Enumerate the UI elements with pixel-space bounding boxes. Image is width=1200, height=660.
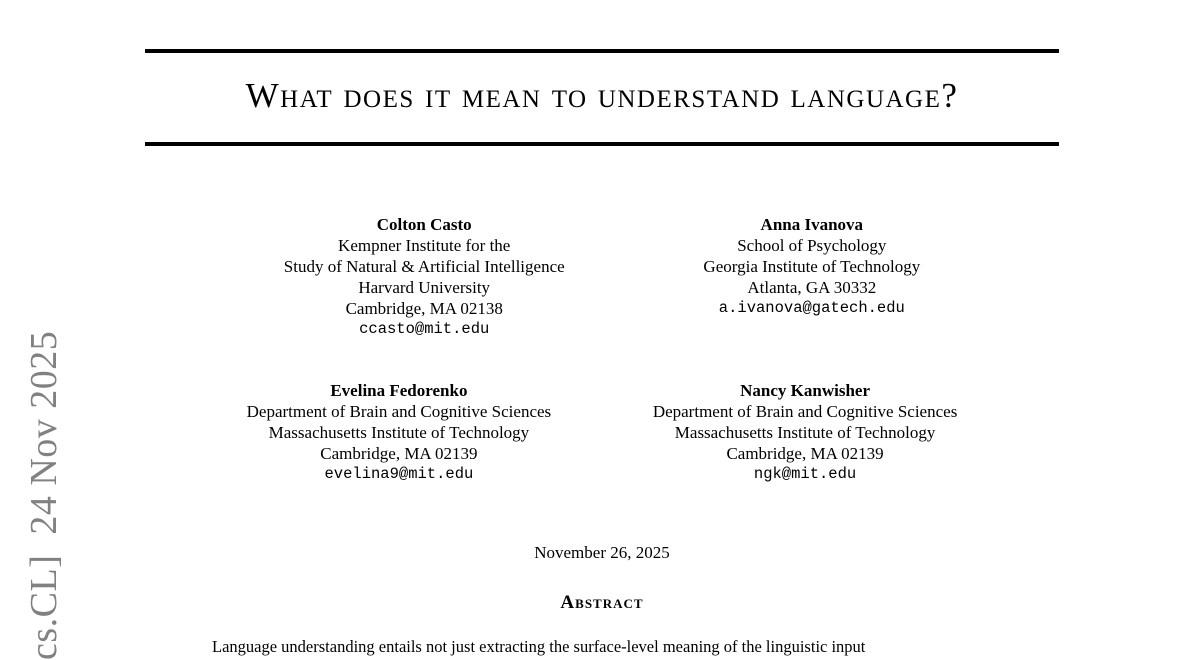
author-affiliation-line: Atlanta, GA 30332 [747,278,877,297]
author-affiliation-line: Kempner Institute for the [338,236,511,255]
author-name: Anna Ivanova [760,215,864,234]
author-affiliation-line: Harvard University [358,278,491,297]
author-affiliation-line: Georgia Institute of Technology [703,257,921,276]
author-email: ngk@mit.edu [753,465,857,483]
authors-row-1 [145,214,1059,340]
authors-row-2 [145,380,1059,485]
author-block-anna-ivanova [703,214,920,319]
author-block-evelina-fedorenko [247,380,552,485]
author-affiliation-line: Cambridge, MA 02138 [345,299,503,318]
author-email: ccasto@mit.edu [359,320,490,338]
author-block-colton-casto [284,214,565,340]
author-email: a.ivanova@gatech.edu [718,299,905,317]
author-affiliation-line: Department of Brain and Cognitive Sciences [652,402,958,421]
author-affiliation-line: Study of Natural & Artificial Intelligence [283,257,565,276]
author-affiliation-line: Massachusetts Institute of Technology [674,423,936,442]
author-block-nancy-kanwisher [653,380,958,485]
author-email: evelina9@mit.edu [324,465,474,483]
title-rule-bottom [145,142,1059,146]
author-affiliation-line: Cambridge, MA 02139 [320,444,478,463]
author-affiliation-line: Department of Brain and Cognitive Sciences [246,402,552,421]
author-affiliation-line: School of Psychology [737,236,887,255]
arxiv-watermark: cs.CL] 24 Nov 2025 [23,330,65,660]
publication-date: November 26, 2025 [534,543,670,562]
abstract-heading: Abstract [560,592,644,613]
author-name: Nancy Kanwisher [740,381,870,400]
paper-title: What does it mean to understand language? [245,76,959,115]
author-name: Evelina Fedorenko [330,381,468,400]
author-affiliation-line: Massachusetts Institute of Technology [268,423,530,442]
author-name: Colton Casto [376,215,472,234]
abstract-first-line: Language understanding entails not just extracting the surface-level meaning of the linguistic input [212,637,866,656]
author-affiliation-line: Cambridge, MA 02139 [726,444,884,463]
title-rule-top [145,49,1059,53]
